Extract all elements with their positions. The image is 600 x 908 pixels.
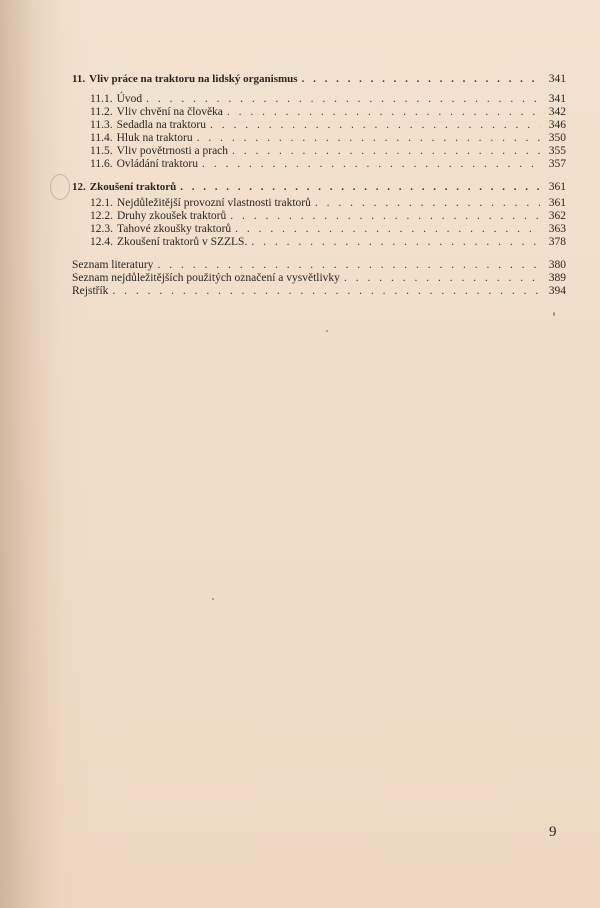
section-number: 12.1. — [90, 197, 113, 209]
dot-leader — [344, 271, 540, 285]
toc-section — [90, 235, 566, 249]
dot-leader — [315, 196, 540, 210]
chapter-number: 12. — [72, 181, 86, 193]
toc-section — [90, 131, 566, 145]
section-page: 357 — [548, 158, 566, 170]
back-matter-page: 380 — [548, 259, 566, 271]
dot-leader — [227, 105, 540, 119]
section-title: Vliv chvění na člověka — [116, 106, 223, 118]
section-page: 350 — [548, 132, 566, 144]
section-number: 11.1. — [90, 93, 113, 105]
section-number: 12.2. — [90, 210, 113, 222]
section-number: 12.4. — [90, 236, 113, 248]
section-number: 11.6. — [90, 158, 113, 170]
paper-speck — [553, 312, 555, 316]
section-page: 363 — [548, 223, 566, 235]
toc-chapter-11 — [72, 72, 566, 86]
toc-section — [90, 209, 566, 223]
paper-speck — [212, 598, 214, 600]
dot-leader — [146, 92, 540, 106]
toc-section — [90, 144, 566, 158]
section-number: 11.5. — [90, 145, 113, 157]
chapter-title: Zkoušení traktorů — [89, 181, 177, 193]
section-title: Sedadla na traktoru — [116, 119, 206, 131]
dot-leader — [157, 258, 540, 272]
section-title: Vliv povětrnosti a prach — [116, 145, 229, 157]
dot-leader — [251, 235, 540, 249]
back-matter-page: 394 — [548, 285, 566, 297]
section-title: Úvod — [116, 93, 143, 105]
section-title: Ovládání traktoru — [116, 158, 199, 170]
pencil-circle-mark — [50, 174, 70, 200]
dot-leader — [232, 144, 540, 158]
chapter-page: 341 — [548, 73, 566, 85]
back-matter-page: 389 — [548, 272, 566, 284]
chapter-number: 11. — [72, 73, 86, 85]
section-page: 342 — [548, 106, 566, 118]
dot-leader — [197, 131, 540, 145]
chapter-title: Vliv práce na traktoru na lidský organismus — [89, 73, 298, 85]
section-number: 11.4. — [90, 132, 113, 144]
dot-leader — [210, 118, 540, 132]
dot-leader — [230, 209, 540, 223]
dot-leader — [202, 157, 540, 171]
section-page: 346 — [548, 119, 566, 131]
section-page: 362 — [548, 210, 566, 222]
chapter-page: 361 — [548, 181, 566, 193]
section-number: 12.3. — [90, 223, 113, 235]
dot-leader — [235, 222, 540, 236]
section-title: Druhy zkoušek traktorů — [117, 210, 227, 222]
paper-speck — [326, 330, 328, 332]
section-title: Nejdůležitější provozní vlastnosti traktorů — [117, 197, 311, 209]
toc-section — [90, 222, 566, 236]
toc-section — [90, 196, 566, 210]
back-matter-title: Rejstřík — [72, 285, 109, 297]
dot-leader — [180, 180, 540, 194]
dot-leader — [302, 72, 540, 86]
section-title: Tahové zkoušky traktorů — [117, 223, 232, 235]
section-title: Hluk na traktoru — [116, 132, 193, 144]
toc-back-matter-entry — [72, 271, 566, 285]
back-matter-title: Seznam literatury — [72, 259, 154, 271]
toc-section — [90, 118, 566, 132]
section-number: 11.3. — [90, 119, 113, 131]
section-page: 378 — [548, 236, 566, 248]
section-number: 11.2. — [90, 106, 113, 118]
toc-section — [90, 105, 566, 119]
section-page: 341 — [548, 93, 566, 105]
section-page: 355 — [548, 145, 566, 157]
page-number: 9 — [549, 824, 557, 840]
toc-back-matter-entry — [72, 258, 566, 272]
section-page: 361 — [548, 197, 566, 209]
back-matter-title: Seznam nejdůležitějších použitých označení a vysvětlivky — [72, 272, 340, 284]
toc-section — [90, 92, 566, 106]
toc-chapter-12 — [72, 180, 566, 194]
section-title: Zkoušení traktorů v SZZLS. — [117, 236, 248, 248]
toc-back-matter-entry — [72, 284, 566, 298]
dot-leader — [112, 284, 540, 298]
toc-section — [90, 157, 566, 171]
